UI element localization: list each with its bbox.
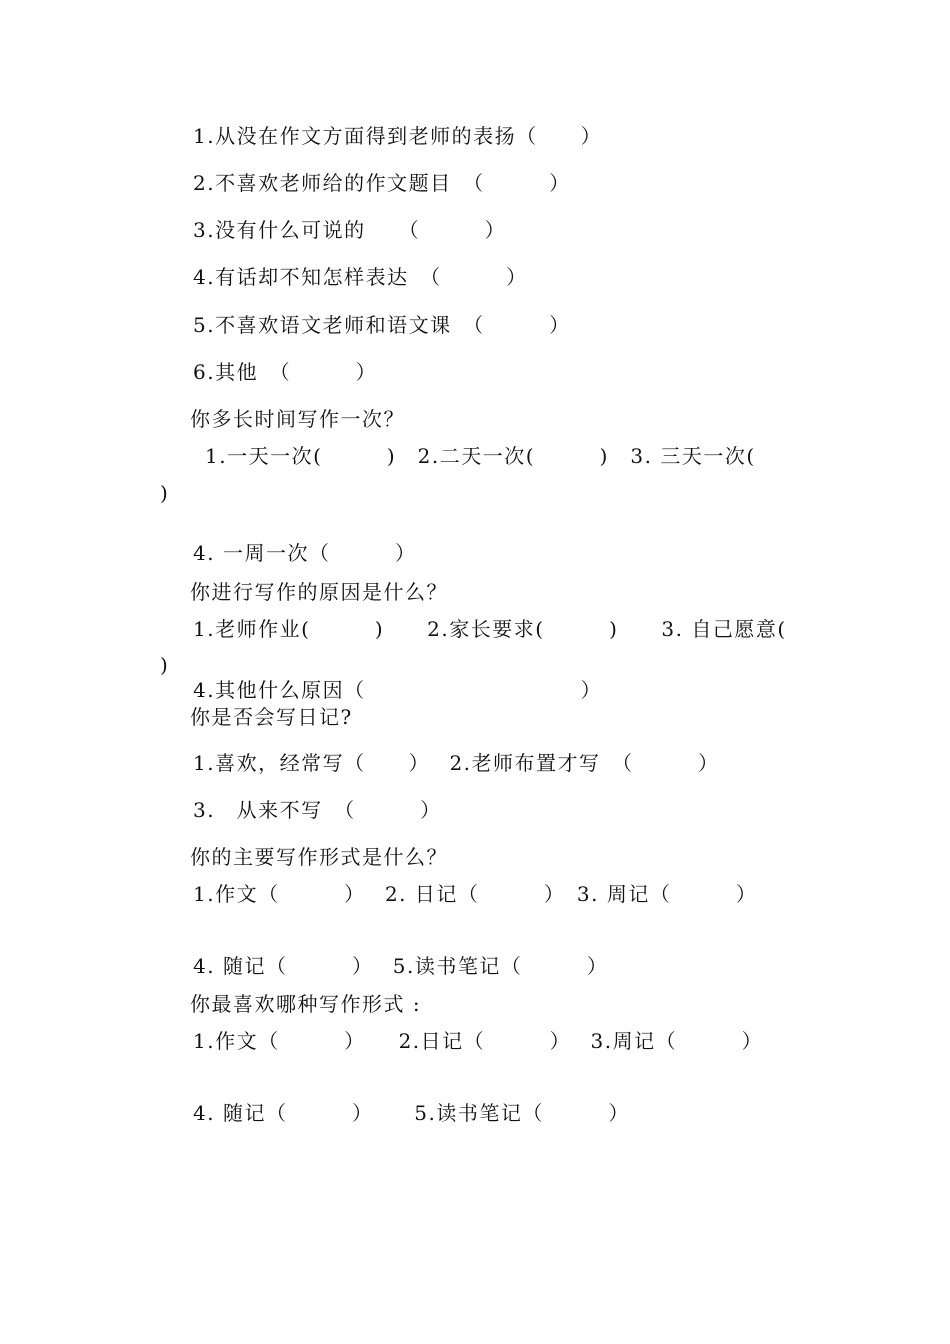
question-favorite-form: 你最喜欢哪种写作形式 : [190,992,422,1016]
main-form-options-row-2: 4. 随记（ ） 5.读书笔记（ ） [193,954,609,978]
writing-reason-options-row-1-wrap: ) [160,653,170,677]
frequency-options-row-2: 4. 一周一次（ ） [193,541,417,565]
question-writing-reason: 你进行写作的原因是什么？ [190,580,448,604]
reason-option-4: 4.有话却不知怎样表达 （ ） [193,265,528,289]
favorite-form-options-row-1: 1.作文（ ） 2.日记（ ） 3.周记（ ） [193,1029,764,1053]
question-diary: 你是否会写日记? [190,705,353,729]
reason-option-5: 5.不喜欢语文老师和语文课 （ ） [193,313,571,337]
writing-reason-options-row-1: 1.老师作业( ) 2.家长要求( ) 3. 自己愿意( [193,617,787,641]
frequency-options-row-1: 1.一天一次( ) 2.二天一次( ) 3. 三天一次( [205,444,756,468]
diary-options-row-2: 3. 从来不写 （ ） [193,798,442,822]
main-form-options-row-1: 1.作文（ ） 2. 日记（ ） 3. 周记（ ） [193,882,758,906]
question-main-form: 你的主要写作形式是什么？ [190,845,448,869]
question-frequency: 你多长时间写作一次？ [190,407,405,431]
reason-option-3: 3.没有什么可说的 （ ） [193,218,507,242]
reason-option-6: 6.其他 （ ） [193,360,378,384]
favorite-form-options-row-2: 4. 随记（ ） 5.读书笔记（ ） [193,1101,630,1125]
reason-option-1: 1.从没在作文方面得到老师的表扬（ ） [193,124,603,148]
diary-options-row-1: 1.喜欢，经常写（ ） 2.老师布置才写 （ ） [193,751,720,775]
frequency-options-row-1-wrap: ) [160,481,170,505]
reason-option-2: 2.不喜欢老师给的作文题目 （ ） [193,171,571,195]
writing-reason-options-row-2: 4.其他什么原因（ ） [193,678,603,702]
